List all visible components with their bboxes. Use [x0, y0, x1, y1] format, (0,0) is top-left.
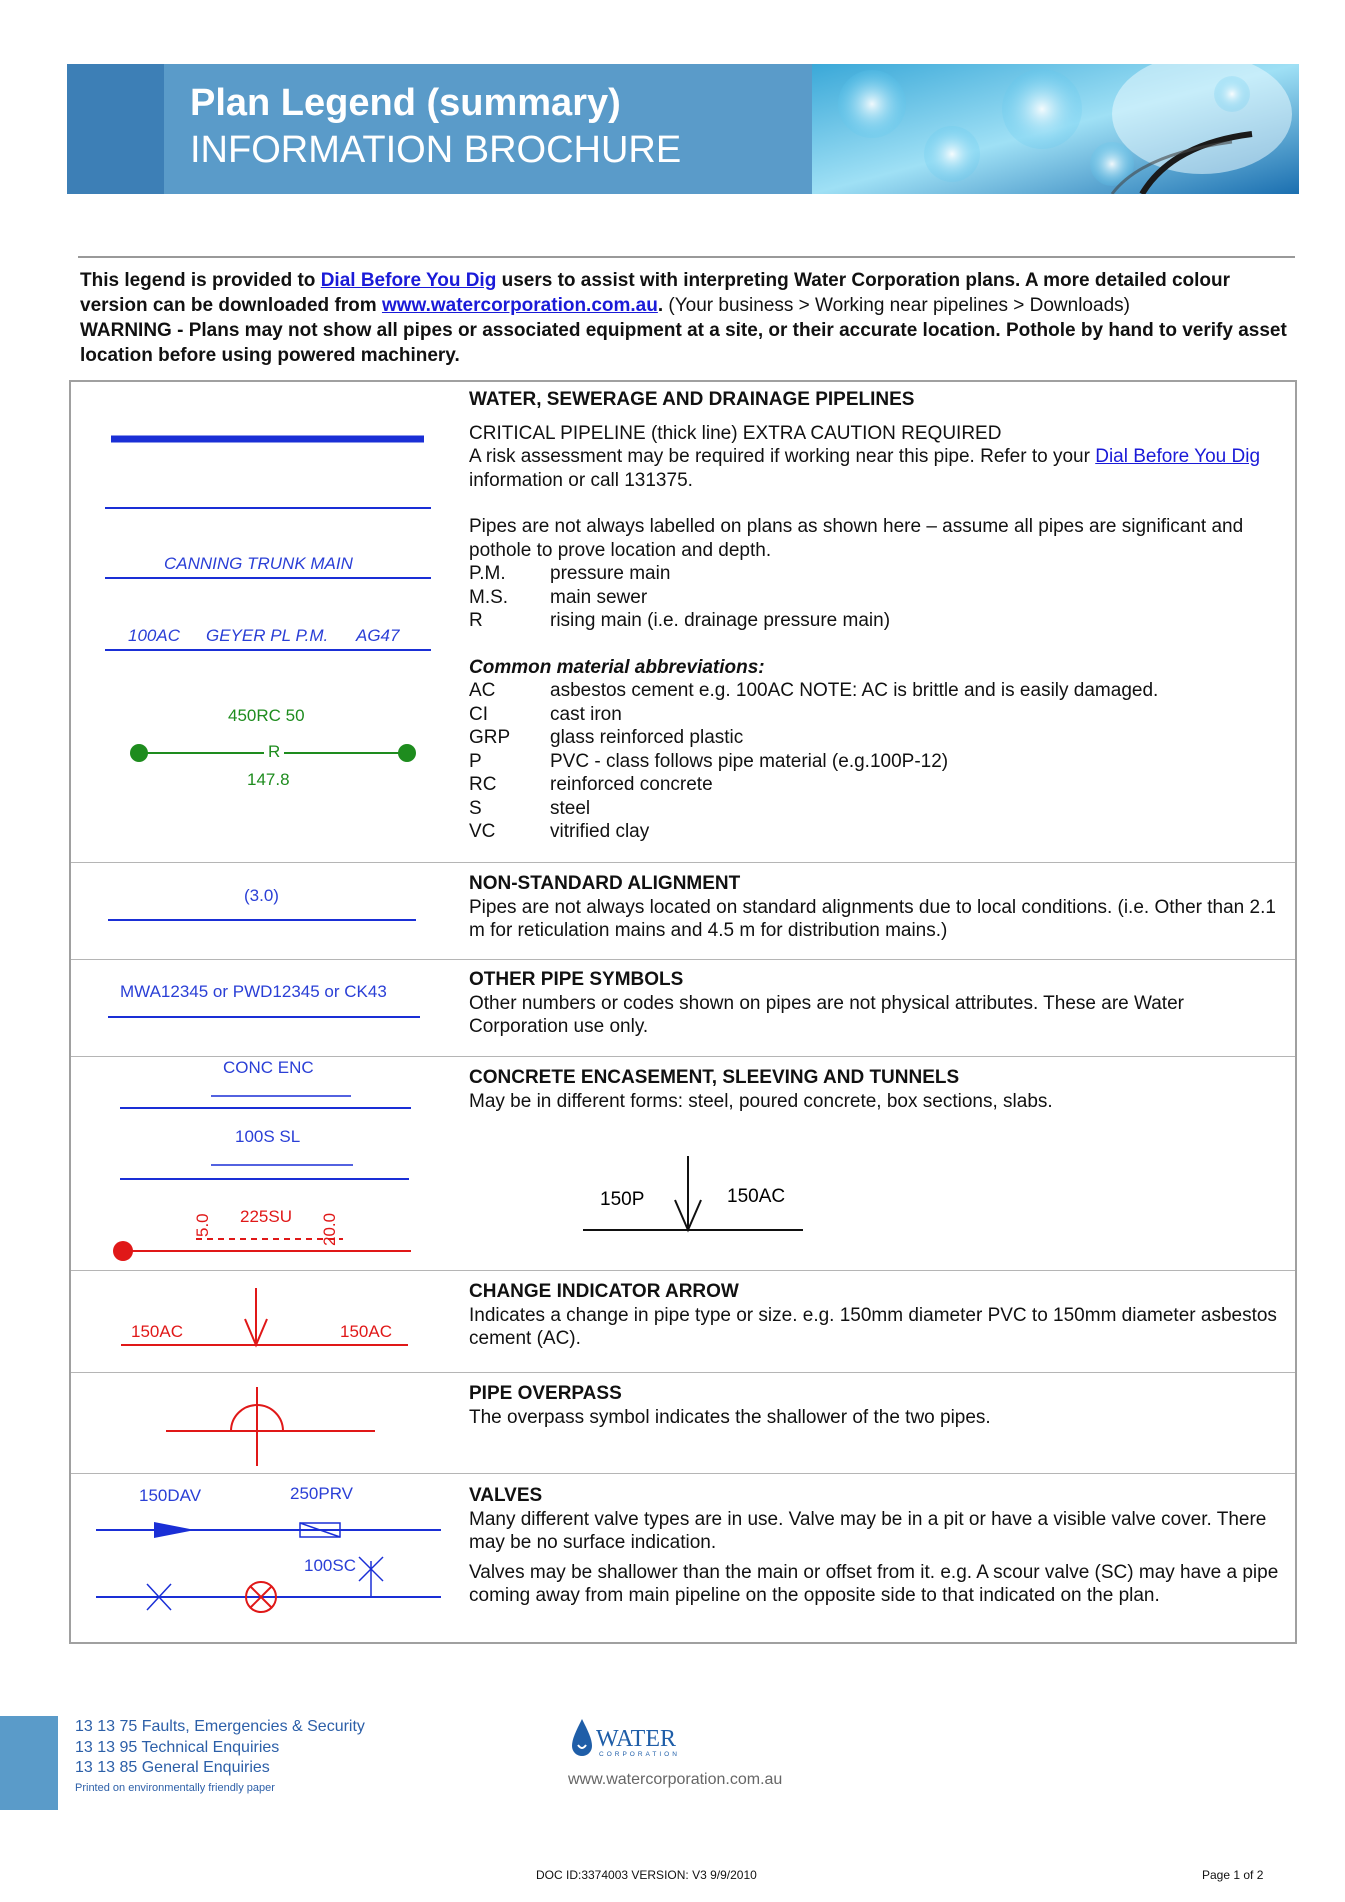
example-label-left: 150P	[600, 1189, 645, 1210]
risk-text: A risk assessment may be required if working near this pipe. Refer to your	[469, 446, 1096, 467]
concrete-symbols	[71, 1056, 1295, 1270]
material-key: S	[469, 797, 482, 819]
abbr-row	[469, 609, 1279, 633]
geyer-label-size: 100AC	[128, 626, 180, 645]
sc-valve-label: 100SC	[304, 1556, 356, 1575]
material-key: CI	[469, 703, 488, 725]
printed-note: Printed on environmentally friendly paper	[75, 1781, 275, 1794]
water-corporation-logo	[568, 1715, 698, 1761]
abbr-key: P.M.	[469, 563, 506, 584]
rising-label-bottom: 147.8	[247, 770, 290, 789]
material-row	[469, 726, 1279, 750]
abbr-value: rising main (i.e. drainage pressure main)	[550, 610, 891, 631]
watercorporation-link[interactable]: www.watercorporation.com.au	[381, 295, 658, 316]
page-title: Plan Legend (summary)	[190, 82, 621, 124]
tunnel-depth-left: 5.0	[193, 1213, 212, 1237]
material-row	[469, 679, 1279, 703]
intro-text: .	[657, 295, 664, 316]
page-number: Page 1 of 2	[1202, 1868, 1264, 1882]
pipelines-heading: WATER, SEWERAGE AND DRAINAGE PIPELINES	[469, 389, 915, 410]
material-row	[469, 703, 1279, 727]
change-arrow-symbol	[71, 1270, 469, 1372]
material-key: VC	[469, 821, 496, 842]
legend-table	[69, 380, 1297, 1644]
valves-section	[469, 1484, 1279, 1608]
alignment-text: Pipes are not always located on standard alignments due to local conditions. (i.e. Other than 2.1 m for reticulation mains and 4.5 m for distribution mains.)	[469, 896, 1276, 941]
dav-valve-label: 150DAV	[139, 1486, 202, 1505]
risk-assessment-text	[469, 445, 1279, 492]
pipelines-section	[469, 388, 1279, 844]
material-row	[469, 773, 1279, 797]
intro-paragraph	[80, 268, 1300, 368]
change-text: Indicates a change in pipe type or size. e.g. 150mm diameter PVC to 150mm diameter asbestos cement (AC).	[469, 1304, 1277, 1349]
material-key: GRP	[469, 727, 511, 748]
contact-line: 13 13 75 Faults, Emergencies & Security	[75, 1718, 365, 1735]
document-id: DOC ID:3374003 VERSION: V3 9/9/2010	[536, 1868, 757, 1882]
water-splash-image	[812, 64, 1299, 194]
intro-text: users to assist with interpreting Water Corporation plans. A more detailed colour version can be downloaded from	[80, 270, 1231, 316]
abbr-value: pressure main	[550, 563, 671, 584]
abbr-key: M.S.	[469, 586, 509, 608]
example-label-right: 150AC	[727, 1186, 786, 1207]
change-heading: CHANGE INDICATOR ARROW	[469, 1281, 739, 1302]
sleeve-label: 100S SL	[235, 1127, 301, 1146]
other-symbols-section	[469, 968, 1279, 1039]
labelled-text: Pipes are not always labelled on plans as shown here – assume all pipes are significant and pothole to prove location and depth.	[469, 516, 1244, 561]
material-row	[469, 750, 1279, 774]
overpass-symbol	[71, 1372, 469, 1473]
rising-main-node-left	[130, 744, 148, 762]
pipeline-symbols	[71, 382, 469, 862]
concrete-heading: CONCRETE ENCASEMENT, SLEEVING AND TUNNELS	[469, 1067, 960, 1088]
intro-text: This legend is provided to	[80, 270, 321, 291]
abbr-value: main sewer	[550, 586, 648, 608]
rising-main-node-right	[398, 744, 416, 762]
tunnel-depth-right: 20.0	[320, 1212, 339, 1246]
divider	[78, 256, 1295, 258]
overpass-section	[469, 1382, 1279, 1429]
dial-before-you-dig-link[interactable]: Dial Before You Dig	[320, 270, 497, 291]
geyer-label-street: GEYER PL P.M.	[206, 626, 329, 645]
abbr-row	[469, 586, 1279, 610]
material-row	[469, 820, 1279, 844]
material-heading: Common material abbreviations:	[469, 656, 765, 678]
abbr-key: R	[469, 610, 483, 631]
footer-url: www.watercorporation.com.au	[568, 1771, 783, 1788]
header-banner	[67, 64, 1299, 194]
change-label-left: 150AC	[131, 1322, 183, 1341]
valves-heading: VALVES	[469, 1485, 543, 1506]
alignment-heading: NON-STANDARD ALIGNMENT	[469, 873, 741, 894]
water-drop-icon	[572, 1719, 592, 1756]
tunnel-node	[113, 1241, 133, 1261]
page-subtitle: INFORMATION BROCHURE	[190, 129, 682, 171]
valves-text-2: Valves may be shallower than the main or offset from it. e.g. A scour valve (SC) may have a pipe coming away from main pipeline on the opposite side to that indicated on the plan.	[469, 1561, 1279, 1606]
canning-label: CANNING TRUNK MAIN	[164, 554, 353, 573]
valve-symbols	[71, 1473, 469, 1644]
geyer-label-code: AG47	[356, 626, 400, 645]
footer-accent-bar	[0, 1716, 58, 1810]
other-text: Other numbers or codes shown on pipes are not physical attributes. These are Water Corporation use only.	[469, 992, 1184, 1037]
change-label-right: 150AC	[340, 1322, 392, 1341]
download-path-text: (Your business > Working near pipelines > Downloads)	[663, 295, 1130, 316]
risk-text: information or call 131375.	[469, 469, 693, 491]
contact-line: 13 13 95 Technical Enquiries	[75, 1738, 280, 1756]
prv-valve-label: 250PRV	[290, 1484, 354, 1503]
valves-text-1: Many different valve types are in use. Valve may be in a pit or have a visible valve cover. There may be no surface indication.	[469, 1508, 1267, 1553]
abbr-row	[469, 562, 1279, 586]
conc-enc-label: CONC ENC	[223, 1058, 314, 1077]
logo-word: WATER	[596, 1726, 676, 1752]
material-key: P	[469, 750, 482, 772]
material-value: reinforced concrete	[550, 774, 713, 795]
other-symbol	[71, 959, 469, 1056]
tunnel-label: 225SU	[240, 1207, 292, 1226]
material-value: asbestos cement e.g. 100AC NOTE: AC is brittle and is easily damaged.	[550, 680, 1159, 701]
footer-contacts	[75, 1717, 365, 1797]
overpass-heading: PIPE OVERPASS	[469, 1383, 622, 1404]
overpass-text: The overpass symbol indicates the shallower of the two pipes.	[469, 1406, 991, 1428]
change-indicator-section	[469, 1280, 1279, 1351]
alignment-symbol	[71, 862, 469, 959]
dav-valve-arrow	[154, 1522, 195, 1538]
warning-text: WARNING - Plans may not show all pipes or associated equipment at a site, or their accurate location. Pothole by hand to verify asset location before using powered machinery.	[80, 320, 1287, 366]
critical-pipeline-text: CRITICAL PIPELINE (thick line) EXTRA CAUTION REQUIRED	[469, 422, 1002, 444]
material-value: PVC - class follows pipe material (e.g.100P-12)	[550, 750, 949, 772]
material-key: RC	[469, 774, 497, 795]
concrete-text: May be in different forms: steel, poured concrete, box sections, slabs.	[469, 1090, 1053, 1112]
logo-sub: CORPORATION	[599, 1751, 680, 1758]
material-key: AC	[469, 680, 496, 701]
material-value: steel	[550, 797, 591, 819]
material-value: vitrified clay	[550, 821, 650, 842]
alignment-label: (3.0)	[244, 886, 279, 905]
banner-accent-strip	[67, 64, 164, 194]
other-label: MWA12345 or PWD12345 or CK43	[120, 982, 387, 1001]
alignment-section	[469, 872, 1279, 943]
dial-before-you-dig-link[interactable]: Dial Before You Dig	[1095, 446, 1261, 467]
material-value: cast iron	[550, 703, 622, 725]
rising-label-top: 450RC 50	[228, 706, 305, 725]
contact-line: 13 13 85 General Enquiries	[75, 1759, 270, 1776]
material-row	[469, 797, 1279, 821]
material-value: glass reinforced plastic	[550, 727, 744, 748]
other-heading: OTHER PIPE SYMBOLS	[469, 969, 684, 990]
rising-label-mid: R	[264, 742, 284, 762]
